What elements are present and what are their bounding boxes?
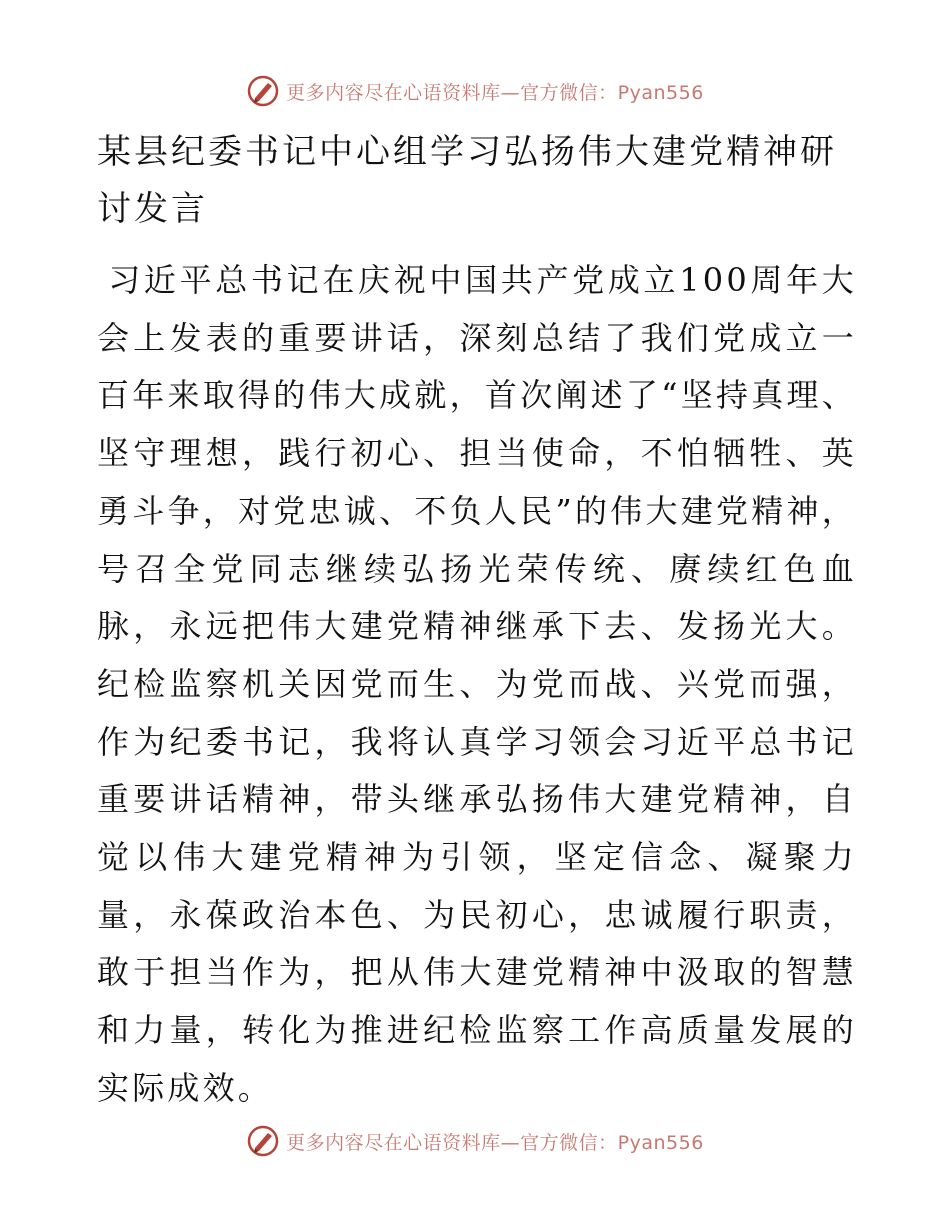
body-paragraph: 习近平总书记在庆祝中国共产党成立100周年大会上发表的重要讲话，深刻总结了我们党成立一百年来取得的伟大成就，首次阐述了“坚持真理、坚守理想，践行初心、担当使命，不怕牺牲、英勇斗争，对党忠诚、不负人民”的伟大建党精神，号召全党同志继续弘扬光荣传统、赓续红色血脉，永远把伟大建党精神继承下去、发扬光大。纪检监察机关因党而生、为党而战、兴党而强，作为纪委书记，我将认真学习领会习近平总书记重要讲话精神，带头继承弘扬伟大建党精神，自觉以伟大建党精神为引领，坚定信念、凝聚力量，永葆政治本色、为民初心，忠诚履行职责，敢于担当作为，把从伟大建党精神中汲取的智慧和力量，转化为推进纪检监察工作高质量发展的实际成效。 xyxy=(97,261,857,1107)
watermark-text: 更多内容尽在心语资料库—官方微信：Pyan556 xyxy=(286,81,704,104)
watermark-header xyxy=(0,71,950,111)
document-title: 某县纪委书记中心组学习弘扬伟大建党精神研讨发言 xyxy=(97,132,837,229)
watermark-text: 更多内容尽在心语资料库—官方微信：Pyan556 xyxy=(286,1131,704,1154)
pen-seal-icon xyxy=(246,74,280,108)
pen-seal-icon xyxy=(246,1124,280,1158)
watermark-footer xyxy=(0,1121,950,1161)
